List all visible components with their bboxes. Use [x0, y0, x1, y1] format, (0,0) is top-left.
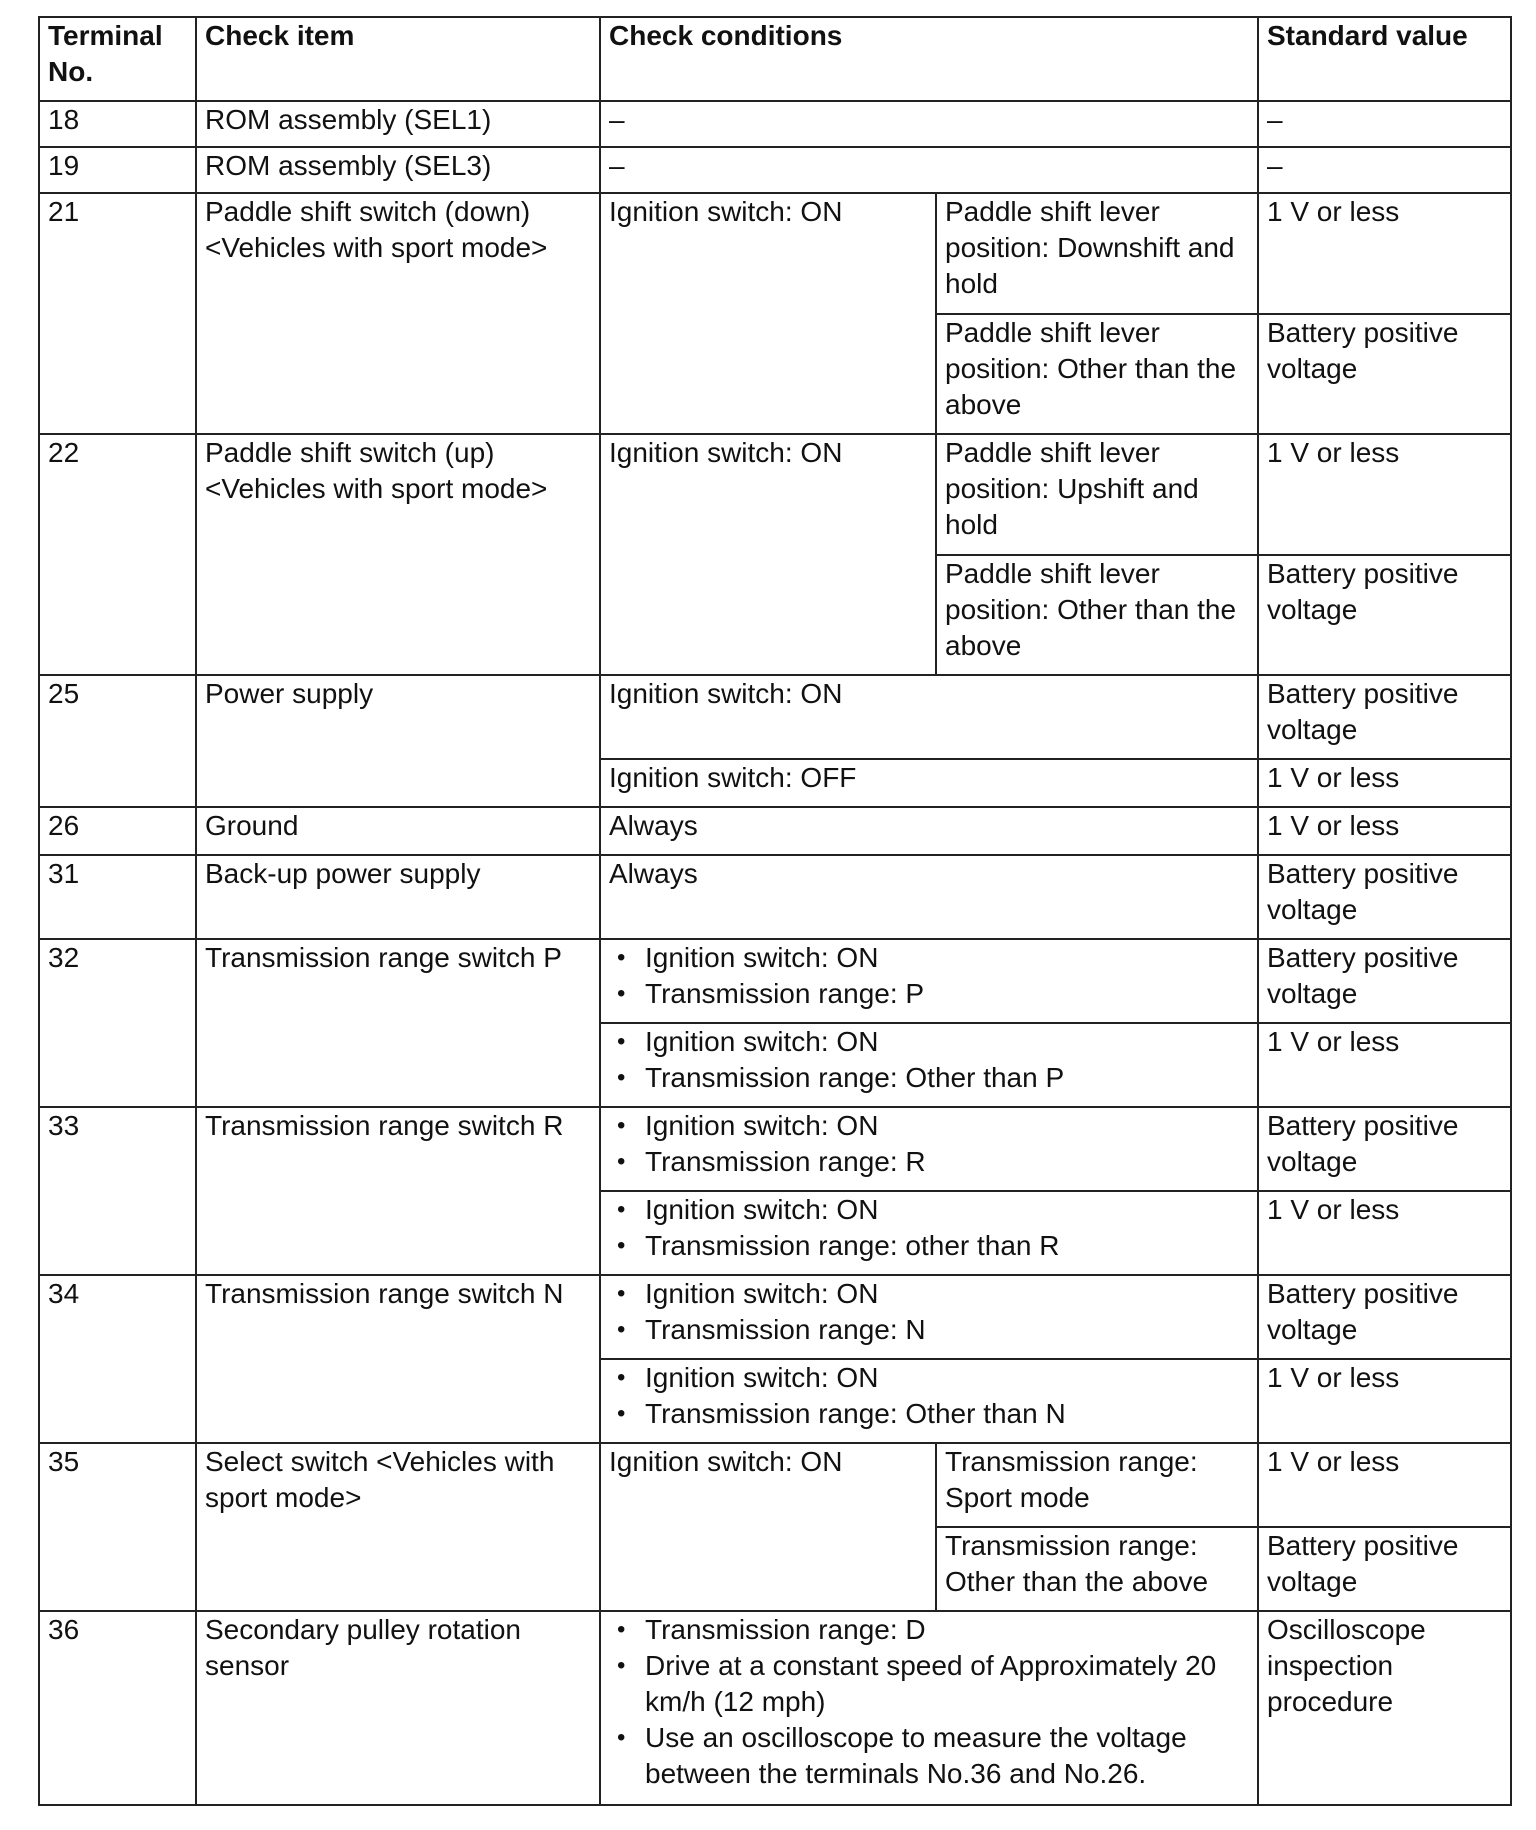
standard-value: – — [1258, 101, 1511, 147]
terminal-no: 35 — [39, 1443, 196, 1611]
check-subcondition: Paddle shift lever position: Upshift and hold — [936, 434, 1258, 555]
check-item: Secondary pulley rotation sensor — [196, 1611, 600, 1805]
standard-value: Battery positive voltage — [1258, 675, 1511, 759]
standard-value: 1 V or less — [1258, 1191, 1511, 1275]
header-row — [39, 17, 1511, 101]
terminal-no: 33 — [39, 1107, 196, 1275]
standard-value: Battery positive voltage — [1258, 1107, 1511, 1191]
terminal-check-table — [38, 16, 1512, 1806]
condition-bullet: • Transmission range: Other than N — [645, 1396, 1249, 1432]
standard-value: Battery positive voltage — [1258, 1275, 1511, 1359]
terminal-no: 36 — [39, 1611, 196, 1805]
condition-list — [609, 1024, 1249, 1096]
table-row — [39, 1275, 1511, 1359]
check-condition — [600, 1275, 1258, 1359]
condition-list — [609, 1360, 1249, 1432]
check-item: Paddle shift switch (up) <Vehicles with sport mode> — [196, 434, 600, 675]
check-condition: – — [600, 101, 1258, 147]
terminal-no: 21 — [39, 193, 196, 434]
check-condition: Ignition switch: ON — [600, 193, 936, 434]
check-condition: Ignition switch: OFF — [600, 759, 1258, 807]
condition-bullet: • Ignition switch: ON — [645, 1024, 1249, 1060]
terminal-no: 18 — [39, 101, 196, 147]
header-standard-value: Standard value — [1258, 17, 1511, 101]
table-row — [39, 147, 1511, 193]
terminal-no: 32 — [39, 939, 196, 1107]
header-check-conditions: Check conditions — [600, 17, 1258, 101]
check-item: Transmission range switch N — [196, 1275, 600, 1443]
terminal-no: 19 — [39, 147, 196, 193]
table-row — [39, 1443, 1511, 1527]
check-item: Transmission range switch R — [196, 1107, 600, 1275]
check-condition — [600, 1611, 1258, 1805]
standard-value: Battery positive voltage — [1258, 555, 1511, 675]
header-terminal-no: Terminal No. — [39, 17, 196, 101]
check-subcondition: Transmission range: Sport mode — [936, 1443, 1258, 1527]
check-subcondition: Transmission range: Other than the above — [936, 1527, 1258, 1611]
standard-value: 1 V or less — [1258, 434, 1511, 555]
condition-bullet: • Ignition switch: ON — [645, 940, 1249, 976]
condition-bullet: • Ignition switch: ON — [645, 1360, 1249, 1396]
check-item: Transmission range switch P — [196, 939, 600, 1107]
check-condition: Always — [600, 807, 1258, 855]
check-subcondition: Paddle shift lever position: Other than the above — [936, 555, 1258, 675]
condition-list — [609, 1192, 1249, 1264]
table-row — [39, 1611, 1511, 1805]
check-item: Select switch <Vehicles with sport mode> — [196, 1443, 600, 1611]
condition-bullet: • Transmission range: D — [645, 1612, 1249, 1648]
table-row — [39, 939, 1511, 1023]
condition-bullet: • Transmission range: R — [645, 1144, 1249, 1180]
check-item: Power supply — [196, 675, 600, 807]
check-condition: Ignition switch: ON — [600, 1443, 936, 1611]
condition-bullet: • Drive at a constant speed of Approximately 20 km/h (12 mph) — [645, 1648, 1249, 1720]
standard-value: 1 V or less — [1258, 1443, 1511, 1527]
standard-value: 1 V or less — [1258, 1023, 1511, 1107]
condition-list — [609, 1612, 1249, 1792]
terminal-no: 25 — [39, 675, 196, 807]
check-subcondition: Paddle shift lever position: Downshift and hold — [936, 193, 1258, 314]
header-check-item: Check item — [196, 17, 600, 101]
condition-bullet: • Transmission range: other than R — [645, 1228, 1249, 1264]
terminal-no: 31 — [39, 855, 196, 939]
check-condition — [600, 939, 1258, 1023]
table-row — [39, 101, 1511, 147]
check-condition — [600, 1359, 1258, 1443]
condition-bullet: • Transmission range: Other than P — [645, 1060, 1249, 1096]
condition-bullet: • Ignition switch: ON — [645, 1192, 1249, 1228]
condition-list — [609, 1108, 1249, 1180]
check-subcondition: Paddle shift lever position: Other than the above — [936, 314, 1258, 434]
condition-list — [609, 1276, 1249, 1348]
standard-value: 1 V or less — [1258, 807, 1511, 855]
check-condition — [600, 1191, 1258, 1275]
table-row — [39, 193, 1511, 314]
terminal-no: 34 — [39, 1275, 196, 1443]
check-condition — [600, 1107, 1258, 1191]
check-condition: Always — [600, 855, 1258, 939]
check-condition: Ignition switch: ON — [600, 434, 936, 675]
check-condition — [600, 1023, 1258, 1107]
check-item: ROM assembly (SEL3) — [196, 147, 600, 193]
check-item: Back-up power supply — [196, 855, 600, 939]
condition-bullet: • Ignition switch: ON — [645, 1276, 1249, 1312]
standard-value: Battery positive voltage — [1258, 855, 1511, 939]
table-row — [39, 807, 1511, 855]
check-condition: Ignition switch: ON — [600, 675, 1258, 759]
table-row — [39, 675, 1511, 759]
standard-value: – — [1258, 147, 1511, 193]
table-row — [39, 855, 1511, 939]
standard-value: Oscilloscope inspection procedure — [1258, 1611, 1511, 1805]
check-item: Paddle shift switch (down) <Vehicles with sport mode> — [196, 193, 600, 434]
condition-bullet: • Ignition switch: ON — [645, 1108, 1249, 1144]
table-row — [39, 434, 1511, 555]
standard-value: Battery positive voltage — [1258, 314, 1511, 434]
condition-bullet: • Transmission range: N — [645, 1312, 1249, 1348]
check-item: ROM assembly (SEL1) — [196, 101, 600, 147]
table-row — [39, 1107, 1511, 1191]
standard-value: 1 V or less — [1258, 193, 1511, 314]
standard-value: Battery positive voltage — [1258, 1527, 1511, 1611]
standard-value: Battery positive voltage — [1258, 939, 1511, 1023]
check-condition: – — [600, 147, 1258, 193]
condition-bullet: • Transmission range: P — [645, 976, 1249, 1012]
terminal-no: 26 — [39, 807, 196, 855]
condition-bullet: • Use an oscilloscope to measure the voltage between the terminals No.36 and No.26. — [645, 1720, 1249, 1792]
terminal-no: 22 — [39, 434, 196, 675]
check-item: Ground — [196, 807, 600, 855]
standard-value: 1 V or less — [1258, 1359, 1511, 1443]
condition-list — [609, 940, 1249, 1012]
standard-value: 1 V or less — [1258, 759, 1511, 807]
